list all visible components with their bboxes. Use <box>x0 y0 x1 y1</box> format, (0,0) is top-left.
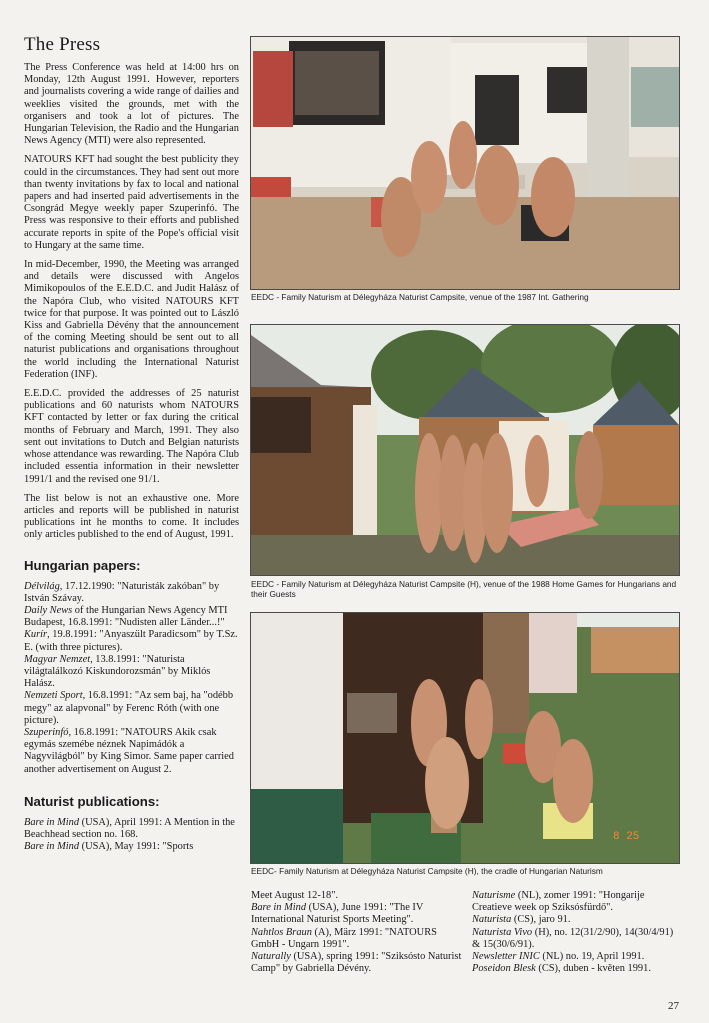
reference-item <box>24 581 239 605</box>
reference-source: Kurír <box>24 629 48 641</box>
reference-item <box>24 727 239 776</box>
reference-source: Bare in Mind <box>24 841 80 853</box>
reference-text: (USA), May 1991: "Sports <box>79 841 194 853</box>
reference-source: Nahtlos Braun <box>251 926 312 938</box>
reference-item <box>472 951 680 963</box>
campsite-photo-3 <box>250 612 680 864</box>
reference-text: (CS), duben - květen 1991. <box>535 963 651 975</box>
campsite-photo-2-image <box>251 325 679 575</box>
reference-source: Poseidon Blesk <box>472 963 536 975</box>
reference-item <box>251 890 464 902</box>
reference-item <box>24 605 239 629</box>
page-title: The Press <box>24 34 101 55</box>
reference-source: Daily News <box>24 604 73 616</box>
reference-item <box>24 690 239 727</box>
press-paragraph: The list below is not an exhaustive one. More articles and reports will be published in naturist publications int he months to come. It includes only articles published to the end of August, 1991. <box>24 492 239 541</box>
reference-item <box>24 629 239 653</box>
campsite-photo-2 <box>250 324 680 576</box>
left-column <box>24 34 239 853</box>
reference-text: , 16.8.1991: "NATOURS Akik csak egymás szemébe néznek Napimádók a Nagyvilágból" by King Simor. Same paper carried another advertisement on August 2. <box>24 726 234 775</box>
campsite-photo-1 <box>250 36 680 290</box>
hungarian-papers-list <box>24 581 239 776</box>
naturist-publications-col2 <box>251 890 464 975</box>
reference-source: Délvilág <box>24 580 60 592</box>
photo-date-stamp: 8 25 <box>613 831 640 843</box>
reference-text: (NL), zomer 1991: "Hongarije Creatieve week op Sziksósfürdő". <box>472 890 645 914</box>
reference-item <box>251 927 464 951</box>
reference-text: (USA), spring 1991: "Sziksósto Naturist Camp" by Gabriella Dévény. <box>251 951 462 975</box>
reference-text: Meet August 12-18". <box>251 890 339 901</box>
reference-item <box>24 817 239 841</box>
press-paragraph: The Press Conference was held at 14:00 hrs on Monday, 12th August 1991. However, reporters and journalists covering a wide range of dailies and weeklies visited the grounds, met with the organisers and took a lot of pictures. The Hungarian Television, the Radio and the Hungarian News Agency (MTI) were also represented. <box>24 62 239 147</box>
campsite-photo-1-image <box>251 37 679 289</box>
reference-source: Nemzeti Sport <box>24 690 83 702</box>
reference-source: Magyar Nemzet <box>24 653 91 665</box>
reference-item <box>472 963 680 975</box>
reference-item <box>24 654 239 691</box>
reference-source: Bare in Mind <box>24 816 80 828</box>
reference-text: , 13.8.1991: "Naturista világtalálkozó Kiskundorozsmán" by Miklós Halász. <box>24 653 211 690</box>
press-paragraph: NATOURS KFT had sought the best publicity they could in the circumstances. They had sent out more than twenty invitations by fax to local and national papers and had inserted paid advertisements in the Csongrád Megye weekly paper Szuperinfó. The Press was responsive to their efforts and published accurate reports in spite of the Pope's official visit to Hungary at the same time. <box>24 154 239 251</box>
reference-item <box>251 951 464 975</box>
campsite-photo-3-image <box>251 613 679 863</box>
reference-source: Bare in Mind <box>251 902 307 914</box>
photo-2-caption: EEDC - Family Naturism at Délegyháza Naturist Campsite (H), venue of the 1988 Home Games for Hungarians and their Guests <box>251 579 677 599</box>
reference-text: (H), no. 12(31/2/90), 14(30/4/91) & 15(30/6/91). <box>472 926 674 950</box>
reference-text: (NL) no. 19, April 1991. <box>539 951 645 963</box>
reference-source: Naturista Vivo <box>472 926 533 938</box>
photo-3-caption: EEDC- Family Naturism at Délegyháza Naturist Campsite (H), the cradle of Hungarian Naturism <box>251 866 603 876</box>
reference-source: Newsletter INIC <box>472 951 540 963</box>
naturist-publications-col1 <box>24 817 239 854</box>
reference-text: (USA), April 1991: A Mention in the Beachhead section no. 168. <box>24 816 235 840</box>
reference-text: , 16.8.1991: "Az sem baj, ha "odébb megy" az alapvonal" by Ferenc Róth (with one picture). <box>24 690 234 726</box>
reference-item <box>24 841 239 853</box>
reference-text: (A), März 1991: "NATOURS GmbH - Ungarn 1991". <box>251 926 437 950</box>
naturist-publications-heading: Naturist publications: <box>24 793 160 809</box>
reference-item <box>472 890 680 914</box>
reference-source: Szuperinfó <box>24 726 69 738</box>
press-paragraph: In mid-December, 1990, the Meeting was arranged and details were discussed with Angelos Mimikopoulos of the E.E.D.C. and Judit Halász of the Napóra Club, who visited NATOURS KFT twice for that purpose. It was pointed out to László Kiss and Gabriella Dévény that the announcement of the coming Meeting should be sent out to all naturist publications and organisations throughout the world including the International Naturist Federation (INF). <box>24 259 239 380</box>
reference-item <box>251 902 464 926</box>
reference-source: Naturista <box>472 914 512 926</box>
page-number: 27 <box>668 1000 679 1012</box>
press-paragraph: E.E.D.C. provided the addresses of 25 naturist publications and 60 naturists whom NATOURS KFT contacted by letter or fax during the critical months of February and March, 1991. They also sent out invitations to Dutch and Belgian naturists whose attendance was rewarding. The Napóra Club included essentia information in their newsletter 1991/1 and the revised one 91/1. <box>24 388 239 485</box>
reference-item <box>472 914 680 926</box>
reference-text: , 19.8.1991: "Anyaszült Paradicsom" by T.Sz. E. (with three pictures). <box>24 629 238 653</box>
reference-text: (USA), June 1991: "The IV International Naturist Sports Meeting". <box>251 902 424 926</box>
hungarian-papers-heading: Hungarian papers: <box>24 557 141 573</box>
naturist-publications-col3 <box>472 890 680 975</box>
reference-item <box>472 927 680 951</box>
reference-text: , 17.12.1990: "Naturisták zakóban" by István Szávay. <box>24 580 220 604</box>
reference-source: Naturisme <box>472 890 516 901</box>
reference-text: of the Hungarian News Agency MTI Budapest, 16.8.1991: "Nudisten aller Länder...!" <box>24 604 228 629</box>
reference-text: (CS), jaro 91. <box>511 914 571 926</box>
photo-1-caption: EEDC - Family Naturism at Délegyháza Naturist Campsite, venue of the 1987 Int. Gathering <box>251 292 589 302</box>
reference-source: Naturally <box>251 951 291 963</box>
